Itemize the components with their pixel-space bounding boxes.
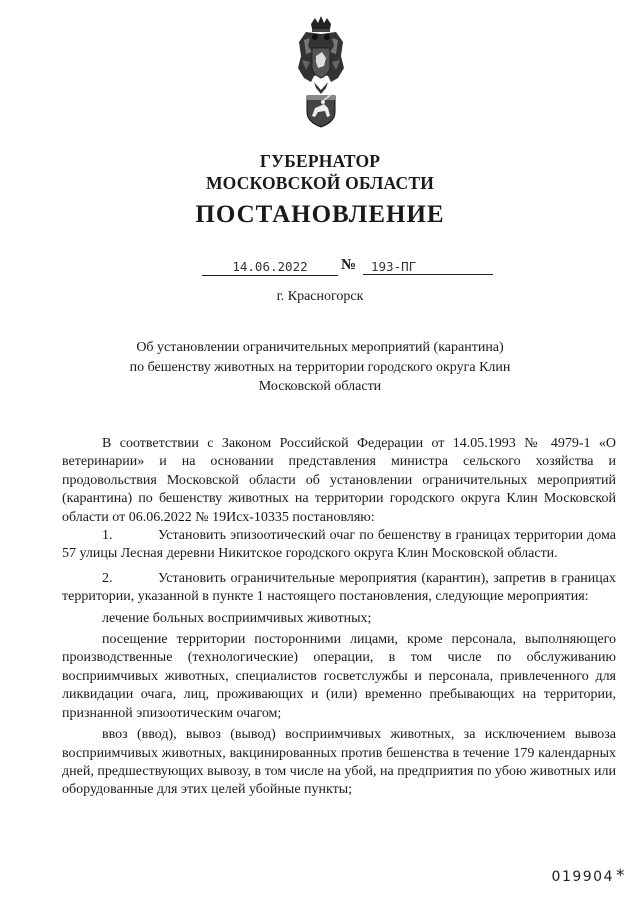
- coat-of-arms-icon: [296, 16, 346, 128]
- heading-line-1: ГУБЕРНАТОР: [259, 151, 381, 171]
- document-date: 14.06.2022: [202, 258, 338, 276]
- governor-heading: [0, 150, 640, 194]
- preamble: В соответствии с Законом Российской Федерации от 14.05.1993 № 4979-1 «О ветеринарии» и на основании представления министра сельского хозяйства и продовольствия Московской области об установлении ограничительных мероприятий (карантина) по бешенству животных на территории городского округа Клин Московской области от 06.06.2022 № 19Исх-10335 постановляю:: [62, 436, 616, 525]
- subject-line-2: по бешенству животных на территории городского округа Клин: [129, 359, 511, 375]
- document-type: ПОСТАНОВЛЕНИЕ: [195, 201, 445, 228]
- serial-number: 019904: [551, 869, 614, 885]
- item-2: [62, 570, 616, 607]
- subject-line-1: Об установлении ограничительных мероприятий (карантина): [136, 340, 504, 355]
- subject-line-3: Московской области: [258, 379, 382, 394]
- item-2-text: Установить ограничительные мероприятия (карантин), запретив в границах территории, указанной в пункте 1 настоящего постановления, следующие мероприятия:: [62, 570, 616, 605]
- sub-item-1: лечение больных восприимчивых животных;: [102, 610, 372, 626]
- item-1: [62, 527, 616, 564]
- item-1-number: 1.: [102, 528, 113, 544]
- item-2-number: 2.: [102, 570, 113, 586]
- sub-item-3: ввоз (ввод), вывоз (вывод) восприимчивых животных, за исключением вывоза восприимчивых животных, вакцинированных против бешенства в течение 179 календарных дней, предшествующих вывозу, в том числе на убой, на предприятия по убою животных или оборудованные для этих целей убойные пункты;: [62, 727, 616, 798]
- number-sign: №: [341, 257, 357, 273]
- asterisk-mark: *: [616, 866, 626, 886]
- heading-line-2: МОСКОВСКОЙ ОБЛАСТИ: [205, 173, 435, 193]
- city: г. Красногорск: [276, 289, 364, 304]
- date-number-line: [200, 258, 500, 278]
- document-subject: [0, 338, 640, 397]
- document-number: 193-ПГ: [363, 258, 493, 275]
- item-1-text: Установить эпизоотический очаг по бешенству в границах территории дома 57 улицы Лесная деревни Никитское городского округа Клин Московской области.: [62, 528, 616, 562]
- document-body: [62, 435, 616, 800]
- sub-item-2: посещение территории посторонними лицами, кроме персонала, выполняющего производственные (технологические) операции, в том числе по обслуживанию восприимчивых животных, специалистов госветслужбы и персонала, привлеченного для ликвидации очага, лиц, проживающих и (или) временно пребывающих на территории, признанной эпизоотическим очагом;: [62, 632, 616, 721]
- serial-stamp: [552, 866, 626, 886]
